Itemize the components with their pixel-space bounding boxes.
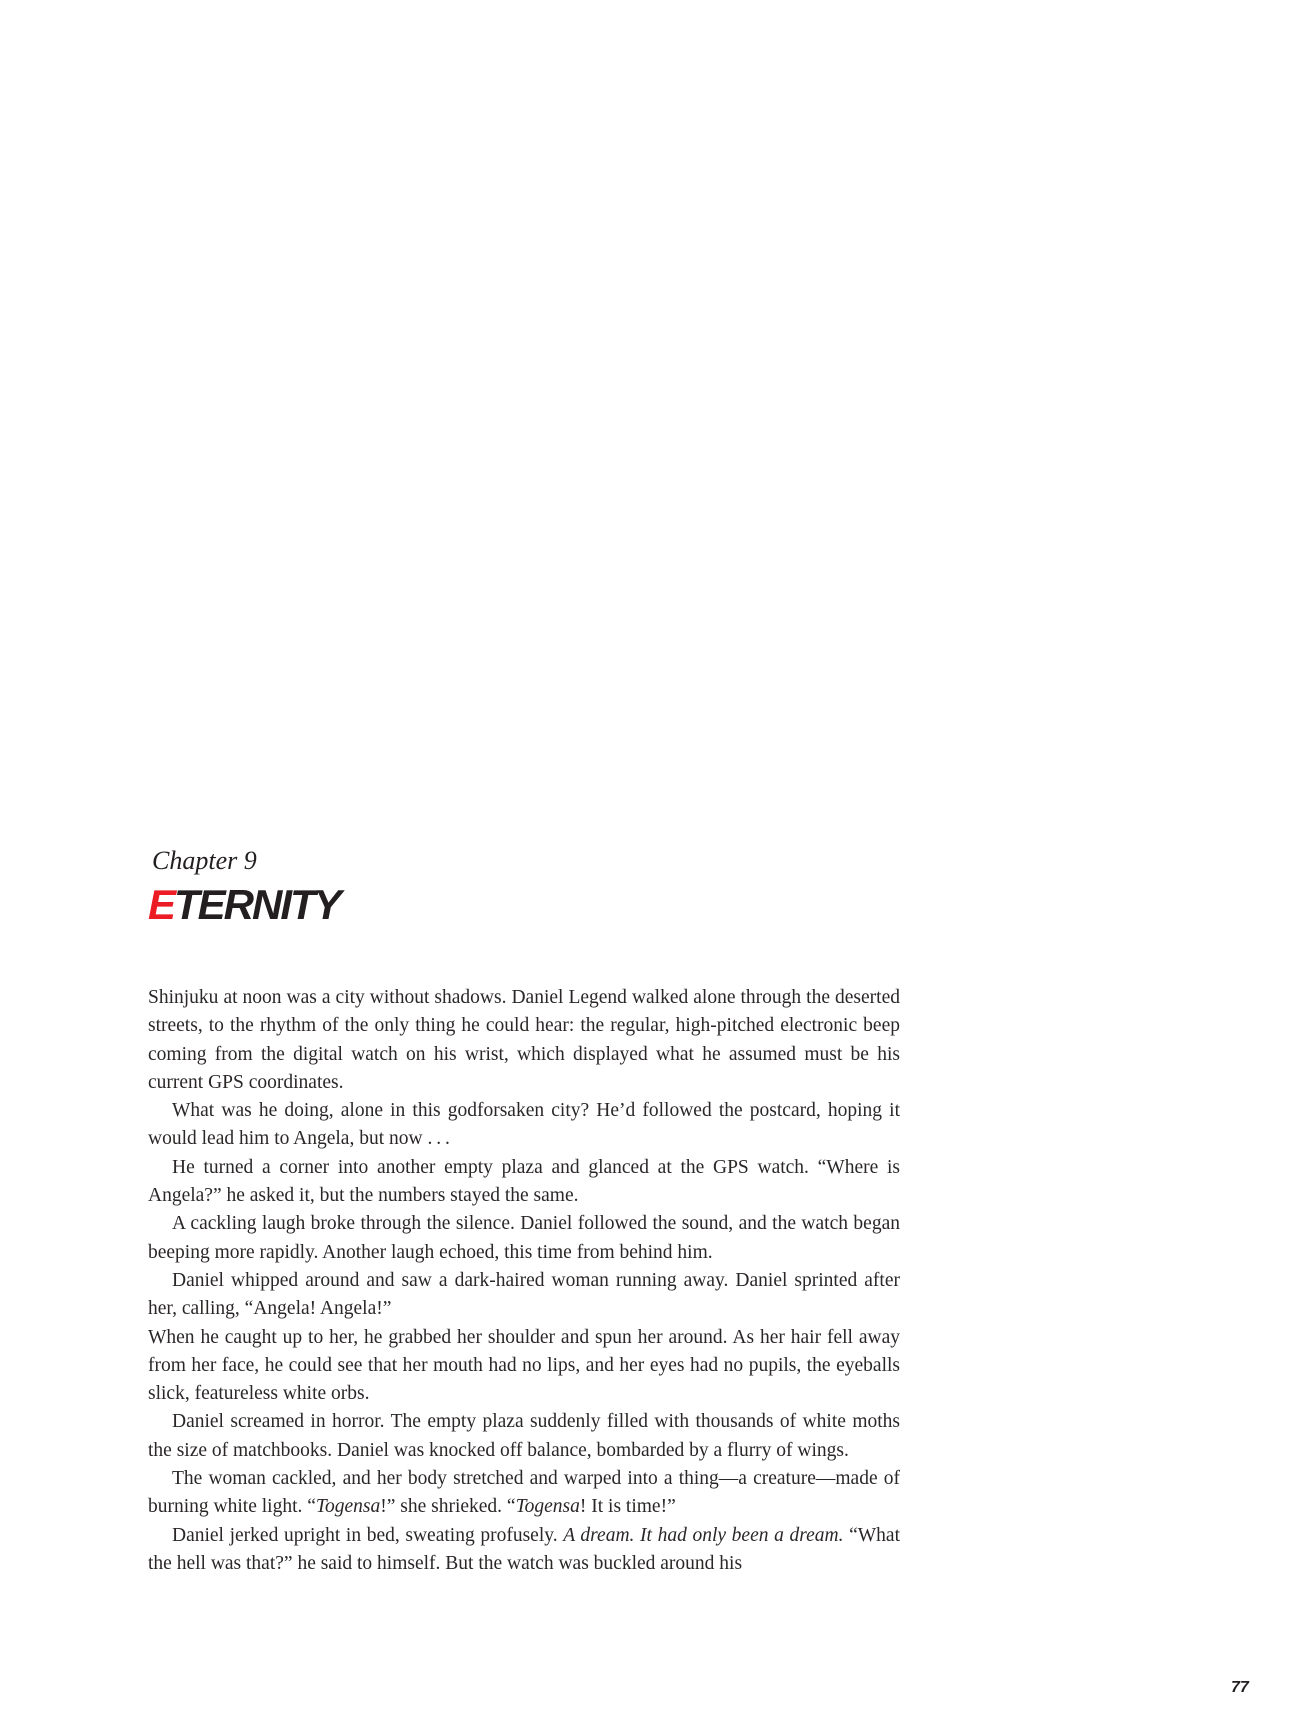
body-paragraph: [148, 1522, 900, 1579]
italic-text-segment: Togensa: [515, 1496, 580, 1518]
body-paragraph: [148, 1324, 900, 1409]
italic-text-segment: A dream. It had only been a dream.: [563, 1524, 844, 1546]
chapter-title: [148, 882, 340, 928]
text-segment: !” she shrieked. “: [380, 1496, 516, 1518]
italic-text-segment: Togensa: [315, 1496, 381, 1518]
chapter-title-rest: TERNITY: [174, 881, 340, 928]
text-segment: Daniel screamed in horror. The empty plaza suddenly filled with thousands of white moths the size of matchbooks. Daniel was knocked off balance, bombarded by a flurry of wings.: [148, 1411, 900, 1461]
body-text: [148, 984, 900, 1578]
chapter-title-first-letter: E: [148, 881, 175, 928]
body-paragraph: [148, 984, 900, 1097]
body-paragraph: [148, 1267, 900, 1324]
text-segment: “What the hell was that?” he said to himself. But the watch was buckled around his: [148, 1524, 900, 1574]
body-paragraph: [148, 1408, 900, 1465]
body-paragraph: [148, 1210, 900, 1267]
text-segment: What was he doing, alone in this godforsaken city? He’d followed the postcard, hoping it would lead him to Angela, but now . . .: [148, 1100, 900, 1150]
text-segment: Daniel jerked upright in bed, sweating profusely.: [172, 1524, 564, 1546]
page-number: 77: [1231, 1679, 1249, 1696]
text-segment: Shinjuku at noon was a city without shadows. Daniel Legend walked alone through the deserted streets, to the rhythm of the only thing he could hear: the regular, high-pitched electronic beep coming from the digital watch on his wrist, which displayed what he assumed must be his current GPS coordinates.: [148, 987, 900, 1093]
text-segment: The woman cackled, and her body stretched and warped into a thing—a creature—made of burning white light. “: [148, 1468, 900, 1518]
text-segment: He turned a corner into another empty plaza and glanced at the GPS watch. “Where is Angela?” he asked it, but the numbers stayed the same.: [148, 1156, 900, 1207]
text-segment: A cackling laugh broke through the silence. Daniel followed the sound, and the watch began beeping more rapidly. Another laugh echoed, this time from behind him.: [148, 1213, 900, 1263]
body-paragraph: [148, 1465, 900, 1522]
text-segment: Daniel whipped around and saw a dark-haired woman running away. Daniel sprinted after her, calling, “Angela! Angela!”: [148, 1269, 900, 1320]
body-paragraph: [148, 1097, 900, 1154]
body-paragraph: [148, 1154, 900, 1211]
text-segment: ! It is time!”: [579, 1496, 676, 1518]
chapter-label: Chapter 9: [152, 846, 257, 875]
text-segment: When he caught up to her, he grabbed her shoulder and spun her around. As her hair fell away from her face, he could see that her mouth had no lips, and her eyes had no pupils, the eyeballs slick, featureless white orbs.: [148, 1326, 900, 1405]
